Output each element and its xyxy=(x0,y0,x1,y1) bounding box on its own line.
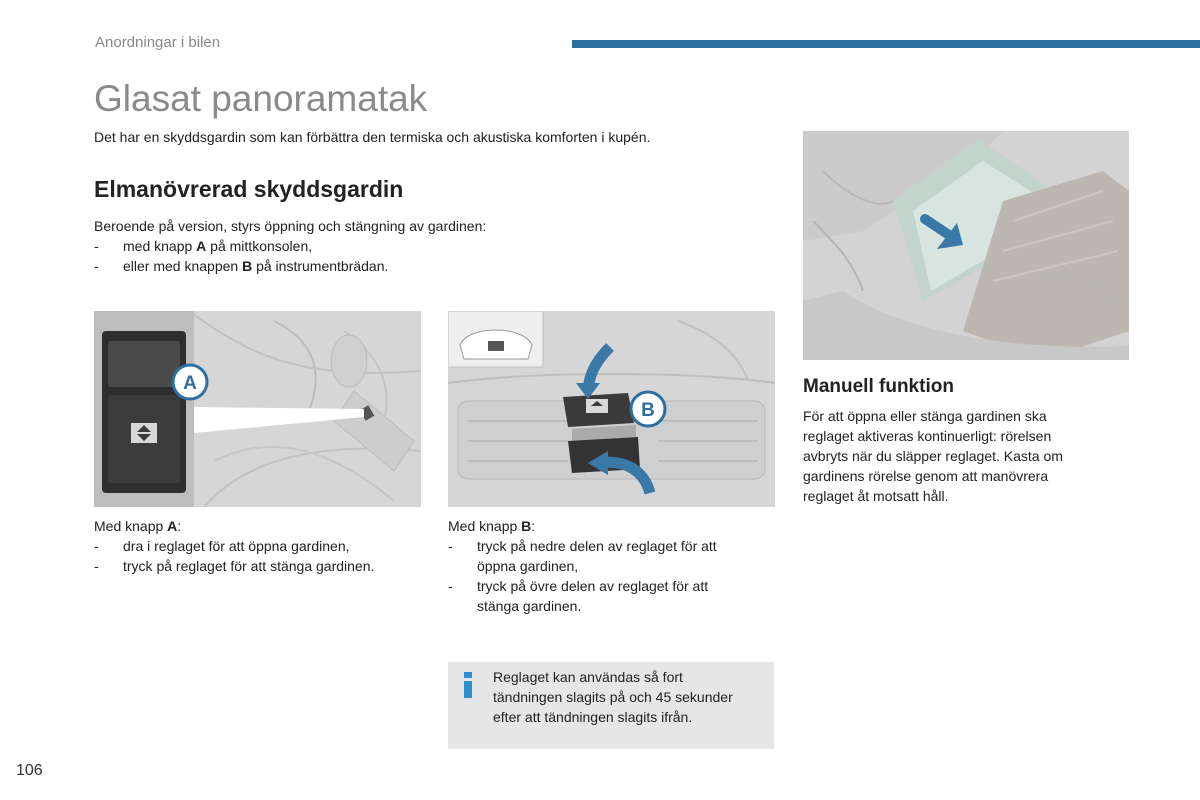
key-b: B xyxy=(242,258,253,274)
manual-description: För att öppna eller stänga gardinen ska reglaget aktiveras kontinuerligt: rörelsen avbryts när du släpper reglaget. Kasta om gardinens rörelse genom att manövrera reglaget åt motsatt håll. xyxy=(803,408,1063,504)
list-dash: - xyxy=(94,258,99,274)
button-b-illustration xyxy=(448,311,775,507)
list-item: - med knapp A på mittkonsolen, xyxy=(94,238,313,254)
panoramic-roof-illustration xyxy=(803,131,1129,360)
electric-description xyxy=(94,216,564,276)
button-b-instructions xyxy=(448,516,778,616)
button-b-list xyxy=(448,536,778,616)
page-number: 106 xyxy=(16,762,43,779)
button-a-instructions xyxy=(94,516,424,576)
button-a-caption: Med knapp A: xyxy=(94,518,182,534)
info-text: Reglaget kan användas så fort tändningen slagits på och 45 sekunder efter att tändningen slagits ifrån. xyxy=(493,669,733,725)
electric-heading: Elmanövrerad skyddsgardin xyxy=(94,176,404,202)
manual-heading: Manuell funktion xyxy=(803,376,954,397)
list-item: - eller med knappen B på instrumentbrädan. xyxy=(94,258,389,274)
info-icon xyxy=(463,672,473,698)
info-box xyxy=(448,662,774,749)
list-item: - dra i reglaget för att öppna gardinen, xyxy=(94,538,350,554)
list-item: - tryck på nedre delen av reglaget för att öppna gardinen, xyxy=(448,538,717,574)
figure-a-label: A xyxy=(183,373,197,394)
list-item: - tryck på reglaget för att stänga gardinen. xyxy=(94,558,375,574)
button-a-list xyxy=(94,536,424,576)
figure-b-label: B xyxy=(641,400,655,421)
list-dash: - xyxy=(94,238,99,254)
intro-text: Det har en skyddsgardin som kan förbättra den termiska och akustiska komforten i kupén. xyxy=(94,129,651,145)
electric-lead: Beroende på version, styrs öppning och stängning av gardinen: xyxy=(94,218,487,234)
electric-control-list xyxy=(94,236,564,276)
button-b-caption: Med knapp B: xyxy=(448,518,536,534)
list-item: - tryck på övre delen av reglaget för att stänga gardinen. xyxy=(448,578,709,614)
section-header: Anordningar i bilen xyxy=(95,34,221,51)
key-a: A xyxy=(196,238,207,254)
page-title: Glasat panoramatak xyxy=(94,78,428,119)
button-a-illustration xyxy=(94,311,421,507)
header-accent-bar xyxy=(572,40,1200,48)
